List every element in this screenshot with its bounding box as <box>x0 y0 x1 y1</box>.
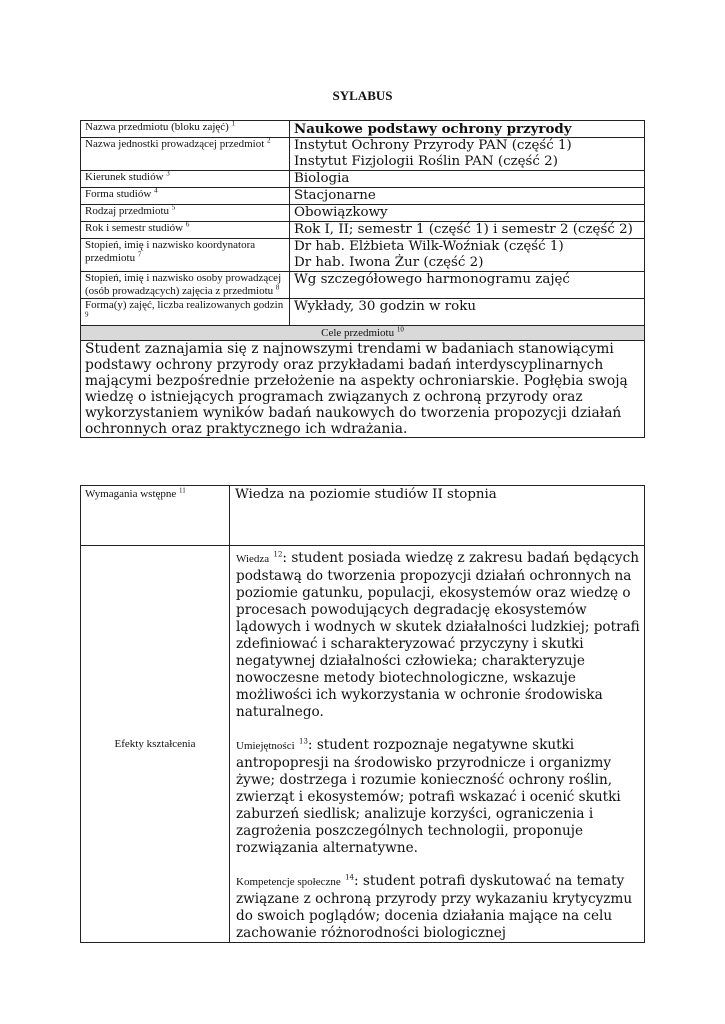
info-row <box>81 239 645 272</box>
info-value: Wg szczegółowego harmonogramu zajęć <box>290 272 645 299</box>
info-value: Biologia <box>290 171 645 188</box>
umiejetnosci-block: Umiejętności $^{13}$: student rozpoznaje negatywne skutki antropopresji na środowisko przyrodnicze i organizmy żywe; dostrzega i rozumie konieczność ochrony roślin, zwierząt i ekosystemów; potrafi wskazać i ocenić skutki zaburzeń siedlisk; analizuje korzyści, ograniczenia i zagrożenia poszczególnych technologii, proponuje rozwiązania alternatywne. <box>236 737 621 856</box>
efekty-content <box>230 546 645 943</box>
info-label-cell <box>81 272 290 299</box>
efekty-row <box>81 546 645 943</box>
info-value: Dr hab. Elżbieta Wilk-Woźniak (część 1) Dr hab. Iwona Żur (część 2) <box>290 239 645 272</box>
cele-header <box>81 326 645 341</box>
info-label: Nazwa przedmiotu (bloku zajęć) <box>85 121 229 133</box>
info-label-cell <box>81 205 290 222</box>
footnote-ref: 6 <box>185 220 190 229</box>
info-row <box>81 121 645 138</box>
footnote-ref: 8 <box>275 283 280 292</box>
info-value: Naukowe podstawy ochrony przyrody <box>290 121 645 138</box>
info-value: Instytut Ochrony Przyrody PAN (część 1) Instytut Fizjologii Roślin PAN (część 2) <box>290 138 645 171</box>
wymagania-row <box>81 486 645 546</box>
info-label-cell <box>81 138 290 171</box>
kompetencje-label: Kompetencje społeczne <box>236 876 341 888</box>
info-value: Stacjonarne <box>290 188 645 205</box>
info-label: Stopień, imię i nazwisko koordynatora przedmiotu <box>85 239 256 264</box>
footnote-ref: 5 <box>171 203 176 212</box>
requirements-outcomes-table <box>80 485 645 943</box>
wymagania-label: Wymagania wstępne <box>85 488 177 500</box>
info-label: Forma(y) zajęć, liczba realizowanych godzin <box>85 299 284 311</box>
info-label-cell <box>81 239 290 272</box>
info-row <box>81 272 645 299</box>
info-value: Rok I, II; semestr 1 (część 1) i semestr 2 (część 2) <box>290 222 645 239</box>
kompetencje-block: Kompetencje społeczne $^{14}$: student potrafi dyskutować na tematy związane z ochroną przyrody przy wykazaniu krytycyzmu do swoich poglądów; docenia działania mające na celu zachowanie różnorodności biologicznej <box>236 873 633 941</box>
wymagania-value: Wiedza na poziomie studiów II stopnia <box>230 486 645 546</box>
footnote-ref: 9 <box>85 310 89 319</box>
footnote-ref: 4 <box>154 186 158 195</box>
info-row <box>81 205 645 222</box>
info-label: Forma studiów <box>85 188 152 200</box>
footnote-ref: 13 <box>298 737 308 746</box>
wiedza-text: student posiada wiedzę z zakresu badań będących podstawą do tworzenia propozycji działań ochronnych na poziomie gatunku, populacji, ekosystemów oraz wiedzę o procesach powodujących degradację ekosystemów lądowych i wodnych w skutek działalności ludzkiej; potrafi zdefiniować i scharakteryzować przyczyny i skutki negatywnej działalności człowieka; charakteryzuje nowoczesne metody biotechnologiczne, wskazuje możliwości ich wykorzystania w ochronie środowiska naturalnego. <box>236 550 640 720</box>
info-label: Kierunek studiów <box>85 171 164 183</box>
umiejetnosci-text: student rozpoznaje negatywne skutki antropopresji na środowisko przyrodnicze i organizmy żywe; dostrzega i rozumie konieczność ochrony roślin, zwierząt i ekosystemów; potrafi wskazać i ocenić skutki zaburzeń siedlisk; analizuje korzyści, ograniczenia i zagrożenia poszczególnych technologii, proponuje rozwiązania alternatywne. <box>236 737 621 856</box>
info-row <box>81 171 645 188</box>
info-label-cell <box>81 299 290 326</box>
cele-header-row <box>81 326 645 341</box>
kompetencje-text: student potrafi dyskutować na tematy związane z ochroną przyrody przy wykazaniu krytycyzmu do swoich poglądów; docenia działania mające na celu zachowanie różnorodności biologicznej <box>236 873 633 941</box>
info-label-cell <box>81 188 290 205</box>
info-row <box>81 222 645 239</box>
info-label: Nazwa jednostki prowadzącej przedmiot <box>85 138 265 150</box>
info-label-cell <box>81 171 290 188</box>
footnote-ref: 12 <box>273 550 283 559</box>
info-row <box>81 138 645 171</box>
footnote-ref: 10 <box>396 325 404 334</box>
footnote-ref: 2 <box>267 136 271 145</box>
footnote-ref: 3 <box>166 169 170 178</box>
footnote-ref: 1 <box>231 119 236 128</box>
cele-text: Student zaznajamia się z najnowszymi trendami w badaniach stanowiącymi podstawy ochrony przyrody oraz przykładami badań interdyscyplinarnych mającymi bezpośrednie przełożenie na aspekty ochroniarskie. Pogłębia swoją wiedzę o istniejących programach związanych z ochroną przyrody oraz wykorzystaniem wyników badań naukowych do tworzenia propozycji działań ochronnych oraz praktycznego ich wdrażania. <box>81 341 645 438</box>
wymagania-label-cell <box>81 486 230 546</box>
cele-row <box>81 341 645 438</box>
efekty-label: Efekty kształcenia <box>81 546 230 943</box>
info-value: Wykłady, 30 godzin w roku <box>290 299 645 326</box>
footnote-ref: 11 <box>179 486 186 495</box>
syllabus-info-table <box>80 120 645 438</box>
info-label-cell <box>81 121 290 138</box>
page-title: SYLABUS <box>332 88 393 103</box>
info-value: Obowiązkowy <box>290 205 645 222</box>
footnote-ref: 14 <box>345 873 355 882</box>
cele-header-text: Cele przedmiotu <box>321 327 395 339</box>
info-row <box>81 188 645 205</box>
info-label: Rodzaj przedmiotu <box>85 205 170 217</box>
info-row <box>81 299 645 326</box>
wiedza-block: Wiedza $^{12}$: student posiada wiedzę z zakresu badań będących podstawą do tworzenia propozycji działań ochronnych na poziomie gatunku, populacji, ekosystemów oraz wiedzę o procesach powodujących degradację ekosystemów lądowych i wodnych w skutek działalności ludzkiej; potrafi zdefiniować i scharakteryzować przyczyny i skutki negatywnej działalności człowieka; charakteryzuje nowoczesne metody biotechnologiczne, wskazuje możliwości ich wykorzystania w ochronie środowiska naturalnego. <box>236 550 640 720</box>
footnote-ref: 7 <box>137 250 142 259</box>
umiejetnosci-label: Umiejętności <box>236 740 295 752</box>
info-label-cell <box>81 222 290 239</box>
info-label: Rok i semestr studiów <box>85 222 184 234</box>
info-label: Stopień, imię i nazwisko osoby prowadzącej (osób prowadzących) zajęcia z przedmiotu <box>85 272 282 297</box>
wiedza-label: Wiedza <box>236 553 270 565</box>
